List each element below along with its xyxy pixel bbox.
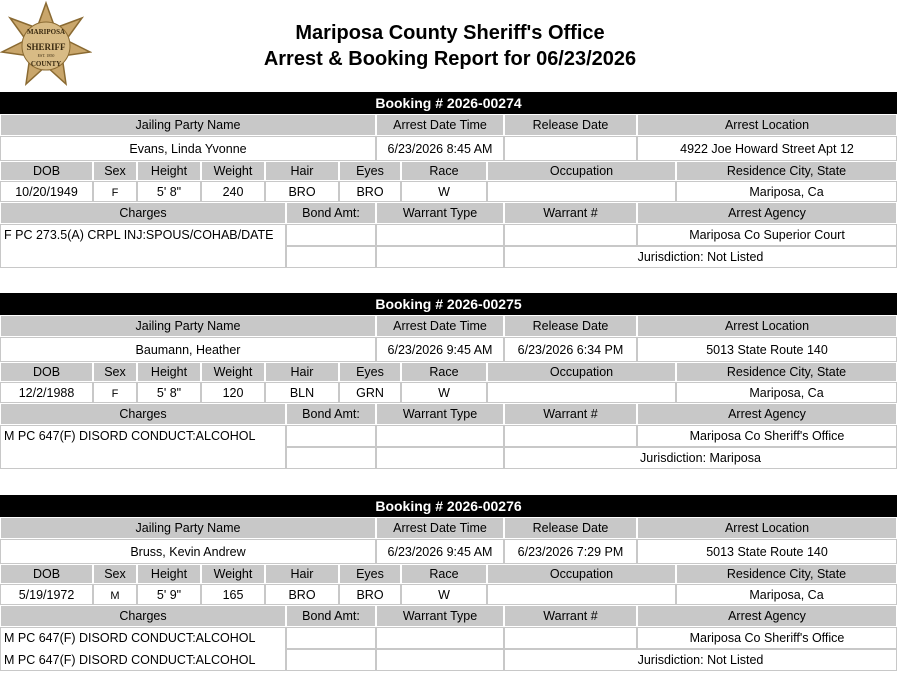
bond-amount-header: Bond Amt: — [286, 403, 376, 425]
arrest-agency-header: Arrest Agency — [637, 403, 897, 425]
hair-header: Hair — [265, 564, 339, 584]
report-title-line1: Mariposa County Sheriff's Office — [295, 22, 605, 44]
occupation — [487, 382, 676, 403]
booking-record — [0, 293, 897, 469]
jailing-party-name: Baumann, Heather — [0, 337, 376, 362]
charges-list — [0, 627, 286, 671]
bond-amount-header: Bond Amt: — [286, 605, 376, 627]
dob: 10/20/1949 — [0, 181, 93, 202]
empty-cell — [504, 425, 637, 447]
warrant-number-header: Warrant # — [504, 605, 637, 627]
jurisdiction: Jurisdiction: Not Listed — [504, 649, 897, 671]
report-title-line2: Arrest & Booking Report for 06/23/2026 — [263, 48, 637, 70]
report-title — [0, 20, 900, 72]
empty-cell — [286, 224, 376, 246]
sex: F — [93, 181, 137, 202]
charges-header: Charges — [0, 605, 286, 627]
arrest-location: 4922 Joe Howard Street Apt 12 — [637, 136, 897, 161]
arrest-agency-header: Arrest Agency — [637, 202, 897, 224]
sex-header: Sex — [93, 161, 137, 181]
height-header: Height — [137, 564, 201, 584]
empty-cell — [286, 627, 376, 649]
dob-header: DOB — [0, 362, 93, 382]
release-date-header: Release Date — [504, 315, 637, 337]
jailing-party-name: Bruss, Kevin Andrew — [0, 539, 376, 564]
jurisdiction: Jurisdiction: Mariposa — [504, 447, 897, 469]
race: W — [401, 181, 487, 202]
race-header: Race — [401, 564, 487, 584]
booking-record — [0, 92, 897, 268]
residence-header: Residence City, State — [676, 564, 897, 584]
eyes-header: Eyes — [339, 161, 401, 181]
height: 5' 8" — [137, 382, 201, 403]
release-date-header: Release Date — [504, 114, 637, 136]
empty-cell — [376, 224, 504, 246]
arrest-agency-header: Arrest Agency — [637, 605, 897, 627]
height: 5' 8" — [137, 181, 201, 202]
arrest-date-time: 6/23/2026 9:45 AM — [376, 539, 504, 564]
arrest-agency: Mariposa Co Superior Court — [637, 224, 897, 246]
residence: Mariposa, Ca — [676, 382, 897, 403]
booking-number-title: Booking # 2026-00276 — [0, 495, 897, 517]
eyes: BRO — [339, 584, 401, 605]
charges-header: Charges — [0, 202, 286, 224]
dob-header: DOB — [0, 564, 93, 584]
eyes-header: Eyes — [339, 362, 401, 382]
race-header: Race — [401, 161, 487, 181]
arrest-date-time-header: Arrest Date Time — [376, 114, 504, 136]
arrest-date-time: 6/23/2026 9:45 AM — [376, 337, 504, 362]
occupation — [487, 181, 676, 202]
arrest-date-time-header: Arrest Date Time — [376, 315, 504, 337]
hair: BLN — [265, 382, 339, 403]
height-header: Height — [137, 362, 201, 382]
weight-header: Weight — [201, 362, 265, 382]
race-header: Race — [401, 362, 487, 382]
empty-cell — [504, 224, 637, 246]
arrest-date-time: 6/23/2026 8:45 AM — [376, 136, 504, 161]
release-date: 6/23/2026 7:29 PM — [504, 539, 637, 564]
empty-cell — [286, 649, 376, 671]
warrant-type-header: Warrant Type — [376, 202, 504, 224]
eyes: BRO — [339, 181, 401, 202]
empty-cell — [376, 425, 504, 447]
arrest-date-time-header: Arrest Date Time — [376, 517, 504, 539]
jailing-party-name-header: Jailing Party Name — [0, 315, 376, 337]
arrest-location: 5013 State Route 140 — [637, 539, 897, 564]
charge-item: M PC 647(F) DISORD CONDUCT:ALCOHOL — [4, 631, 256, 645]
release-date-header: Release Date — [504, 517, 637, 539]
dob: 12/2/1988 — [0, 382, 93, 403]
residence: Mariposa, Ca — [676, 181, 897, 202]
residence-header: Residence City, State — [676, 161, 897, 181]
charges-list — [0, 425, 286, 469]
arrest-location-header: Arrest Location — [637, 114, 897, 136]
hair-header: Hair — [265, 161, 339, 181]
svg-text:SHERIFF: SHERIFF — [26, 42, 66, 52]
charge-item: M PC 647(F) DISORD CONDUCT:ALCOHOL — [4, 429, 256, 443]
jurisdiction: Jurisdiction: Not Listed — [504, 246, 897, 268]
hair: BRO — [265, 584, 339, 605]
booking-record — [0, 495, 897, 671]
dob: 5/19/1972 — [0, 584, 93, 605]
warrant-type-header: Warrant Type — [376, 403, 504, 425]
svg-text:MARIPOSA: MARIPOSA — [26, 28, 66, 36]
occupation-header: Occupation — [487, 362, 676, 382]
hair-header: Hair — [265, 362, 339, 382]
weight-header: Weight — [201, 161, 265, 181]
charge-item: F PC 273.5(A) CRPL INJ:SPOUS/COHAB/DATE — [4, 228, 274, 242]
height-header: Height — [137, 161, 201, 181]
charges-list — [0, 224, 286, 268]
svg-text:COUNTY: COUNTY — [30, 60, 62, 68]
empty-cell — [504, 627, 637, 649]
arrest-location: 5013 State Route 140 — [637, 337, 897, 362]
hair: BRO — [265, 181, 339, 202]
empty-cell — [376, 447, 504, 469]
sex-header: Sex — [93, 362, 137, 382]
booking-number-title: Booking # 2026-00275 — [0, 293, 897, 315]
charges-header: Charges — [0, 403, 286, 425]
bond-amount-header: Bond Amt: — [286, 202, 376, 224]
jailing-party-name: Evans, Linda Yvonne — [0, 136, 376, 161]
residence: Mariposa, Ca — [676, 584, 897, 605]
weight: 120 — [201, 382, 265, 403]
sex: F — [93, 382, 137, 403]
sex: M — [93, 584, 137, 605]
empty-cell — [376, 649, 504, 671]
arrest-location-header: Arrest Location — [637, 517, 897, 539]
residence-header: Residence City, State — [676, 362, 897, 382]
warrant-number-header: Warrant # — [504, 403, 637, 425]
race: W — [401, 584, 487, 605]
charge-item: M PC 647(F) DISORD CONDUCT:ALCOHOL — [4, 653, 256, 667]
weight: 240 — [201, 181, 265, 202]
empty-cell — [286, 246, 376, 268]
empty-cell — [286, 447, 376, 469]
eyes-header: Eyes — [339, 564, 401, 584]
occupation-header: Occupation — [487, 564, 676, 584]
warrant-number-header: Warrant # — [504, 202, 637, 224]
arrest-agency: Mariposa Co Sheriff's Office — [637, 627, 897, 649]
warrant-type-header: Warrant Type — [376, 605, 504, 627]
release-date — [504, 136, 637, 161]
booking-number-title: Booking # 2026-00274 — [0, 92, 897, 114]
height: 5' 9" — [137, 584, 201, 605]
release-date: 6/23/2026 6:34 PM — [504, 337, 637, 362]
jailing-party-name-header: Jailing Party Name — [0, 517, 376, 539]
arrest-location-header: Arrest Location — [637, 315, 897, 337]
dob-header: DOB — [0, 161, 93, 181]
arrest-agency: Mariposa Co Sheriff's Office — [637, 425, 897, 447]
empty-cell — [376, 627, 504, 649]
occupation — [487, 584, 676, 605]
weight-header: Weight — [201, 564, 265, 584]
race: W — [401, 382, 487, 403]
eyes: GRN — [339, 382, 401, 403]
sex-header: Sex — [93, 564, 137, 584]
empty-cell — [286, 425, 376, 447]
svg-text:EST. 1850: EST. 1850 — [37, 53, 55, 58]
jailing-party-name-header: Jailing Party Name — [0, 114, 376, 136]
empty-cell — [376, 246, 504, 268]
occupation-header: Occupation — [487, 161, 676, 181]
weight: 165 — [201, 584, 265, 605]
